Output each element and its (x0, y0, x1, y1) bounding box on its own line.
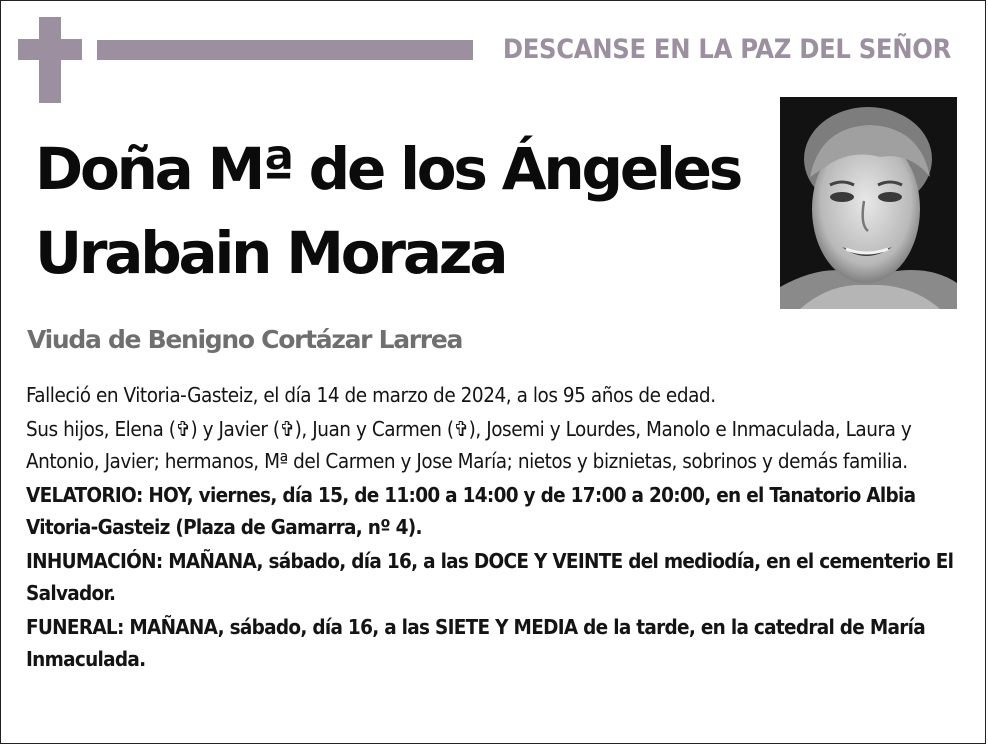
portrait-photo (780, 97, 957, 309)
deceased-name-line2: Urabain Moraza (35, 219, 506, 287)
family-list: Sus hijos, Elena (✞) y Javier (✞), Juan y Carmen (✞), Josemi y Lourdes, Manolo e Inmaculada, Laura y Antonio, Javier; hermanos, Mª del Carmen y Jose María; nietos y biznietas, sobrinos y demás familia. (26, 417, 912, 473)
widow-subtitle: Viuda de Benigno Cortázar Larrea (27, 325, 463, 354)
header-band (97, 40, 473, 60)
funeral-details: FUNERAL: MAÑANA, sábado, día 16, a las SIETE Y MEDIA de la tarde, en la catedral de María Inmaculada. (26, 615, 925, 671)
cross-vertical-bar (39, 17, 61, 103)
announcement-body (26, 379, 974, 677)
portrait-illustration (780, 97, 957, 309)
deceased-name-line1: Doña Mª de los Ángeles (35, 135, 741, 203)
burial-details: INHUMACIÓN: MAÑANA, sábado, día 16, a las DOCE Y VEINTE del mediodía, en el cementerio El Salvador. (26, 549, 954, 605)
death-statement: Falleció en Vitoria-Gasteiz, el día 14 de marzo de 2024, a los 95 años de edad. (26, 383, 716, 407)
wake-details: VELATORIO: HOY, viernes, día 15, de 11:00 a 14:00 y de 17:00 a 20:00, en el Tanatorio Albia Vitoria-Gasteiz (Plaza de Gamarra, nº 4). (26, 483, 916, 539)
cross-horizontal-bar (18, 39, 82, 60)
deceased-name (35, 127, 770, 295)
header-tagline: DESCANSE EN LA PAZ DEL SEÑOR (502, 34, 951, 65)
